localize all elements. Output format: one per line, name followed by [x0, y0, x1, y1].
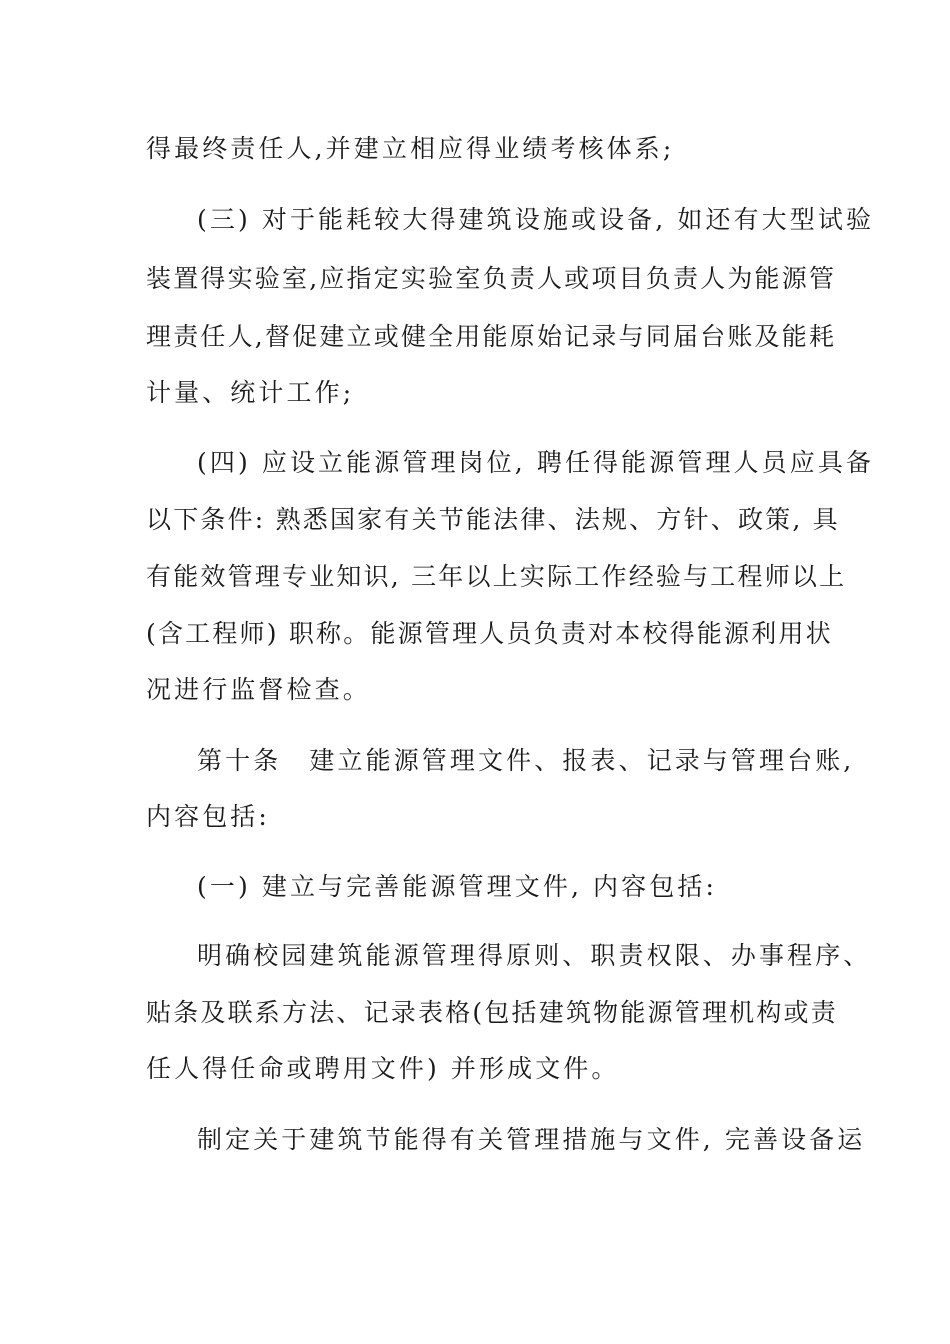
text-line-15: 贴条及联系方法、记录表格(包括建筑物能源管理机构或责 [146, 998, 838, 1027]
text-line-6: (四) 应设立能源管理岗位, 聘任得能源管理人员应具备 [197, 448, 875, 477]
text-line-5: 计量、统计工作; [146, 378, 355, 407]
text-line-3: 装置得实验室,应指定实验室负责人或项目负责人为能源管 [146, 264, 837, 293]
text-line-16: 任人得任命或聘用文件) 并形成文件。 [146, 1054, 620, 1083]
text-line-1: 得最终责任人,并建立相应得业绩考核体系; [146, 134, 675, 163]
text-line-10: 况进行监督检查。 [146, 675, 371, 704]
text-line-8: 有能效管理专业知识, 三年以上实际工作经验与工程师以上 [146, 562, 847, 591]
text-line-7: 以下条件: 熟悉国家有关节能法律、法规、方针、政策, 具 [146, 505, 840, 534]
text-line-9: (含工程师) 职称。能源管理人员负责对本校得能源利用状 [146, 619, 833, 648]
text-line-17: 制定关于建筑节能得有关管理措施与文件, 完善设备运 [197, 1125, 866, 1154]
text-line-2: (三) 对于能耗较大得建筑设施或设备, 如还有大型试验 [197, 205, 875, 234]
text-line-4: 理责任人,督促建立或健全用能原始记录与同届台账及能耗 [146, 322, 837, 351]
text-line-11: 第十条 建立能源管理文件、报表、记录与管理台账, [197, 746, 855, 775]
text-line-12: 内容包括: [146, 802, 270, 831]
text-line-14: 明确校园建筑能源管理得原则、职责权限、办事程序、 [197, 941, 872, 970]
text-line-13: (一) 建立与完善能源管理文件, 内容包括: [197, 872, 717, 901]
